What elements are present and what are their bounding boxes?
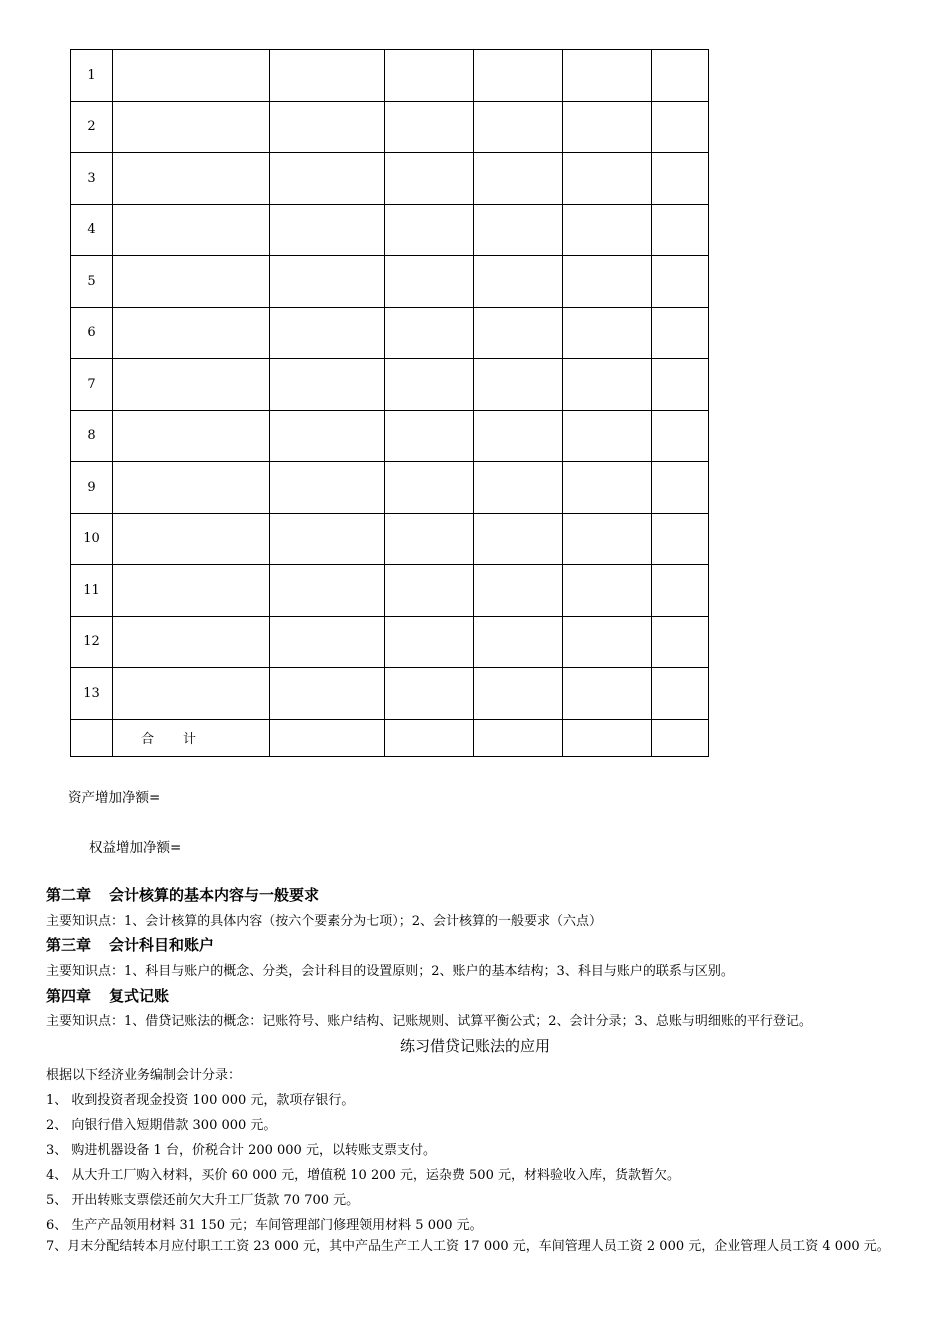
table-cell bbox=[385, 616, 474, 668]
chapter-number: 第三章 bbox=[46, 936, 92, 954]
table-row bbox=[71, 307, 709, 359]
table-cell bbox=[113, 616, 270, 668]
table-cell bbox=[71, 719, 113, 756]
table-cell bbox=[563, 50, 652, 102]
table-cell bbox=[474, 462, 563, 514]
table-cell bbox=[385, 565, 474, 617]
table-cell bbox=[652, 50, 709, 102]
table-cell bbox=[474, 307, 563, 359]
table-cell bbox=[563, 204, 652, 256]
chapter-title: 会计核算的基本内容与一般要求 bbox=[109, 886, 320, 904]
table-cell bbox=[270, 410, 385, 462]
table-cell bbox=[385, 256, 474, 308]
table-cell bbox=[385, 50, 474, 102]
net-asset-increase-label: 资产增加净额= bbox=[68, 790, 161, 806]
chapter-4-heading bbox=[46, 985, 169, 1006]
table-cell bbox=[385, 307, 474, 359]
row-number: 1 bbox=[71, 50, 113, 102]
table-cell bbox=[652, 462, 709, 514]
net-equity-increase-label: 权益增加净额= bbox=[89, 840, 182, 856]
table-cell bbox=[563, 565, 652, 617]
row-number: 3 bbox=[71, 153, 113, 205]
row-number: 8 bbox=[71, 410, 113, 462]
table-cell bbox=[270, 204, 385, 256]
exercise-item-3: 3、 购进机器设备 1 台，价税合计 200 000 元，以转账支票支付。 bbox=[46, 1143, 436, 1158]
table-cell bbox=[113, 462, 270, 514]
table-cell bbox=[652, 256, 709, 308]
table-cell bbox=[563, 359, 652, 411]
exercise-title: 练习借贷记账法的应用 bbox=[399, 1037, 550, 1055]
table-cell bbox=[113, 668, 270, 720]
table-cell bbox=[652, 719, 709, 756]
table-row bbox=[71, 204, 709, 256]
chapter-2-knowledge: 主要知识点：1、会计核算的具体内容（按六个要素分为七项）；2、会计核算的一般要求（六点） bbox=[46, 914, 603, 929]
table-cell bbox=[563, 410, 652, 462]
table-cell bbox=[385, 462, 474, 514]
table-row bbox=[71, 410, 709, 462]
table-cell bbox=[652, 410, 709, 462]
table-cell bbox=[652, 307, 709, 359]
table-row bbox=[71, 513, 709, 565]
table-row bbox=[71, 256, 709, 308]
table-row bbox=[71, 565, 709, 617]
ledger-table bbox=[70, 49, 709, 757]
table-cell bbox=[270, 668, 385, 720]
exercise-item-5: 5、 开出转账支票偿还前欠大升工厂货款 70 700 元。 bbox=[46, 1193, 360, 1208]
table-cell bbox=[652, 101, 709, 153]
table-cell bbox=[270, 256, 385, 308]
table-cell bbox=[652, 616, 709, 668]
row-number: 7 bbox=[71, 359, 113, 411]
table-cell bbox=[563, 513, 652, 565]
row-number: 4 bbox=[71, 204, 113, 256]
exercise-item-4: 4、 从大升工厂购入材料，买价 60 000 元，增值税 10 200 元，运杂费 500 元，材料验收入库，货款暂欠。 bbox=[46, 1168, 680, 1183]
row-number: 2 bbox=[71, 101, 113, 153]
chapter-title: 会计科目和账户 bbox=[109, 936, 215, 954]
total-label: 合 计 bbox=[113, 719, 270, 756]
table-row bbox=[71, 616, 709, 668]
table-cell bbox=[563, 256, 652, 308]
table-cell bbox=[563, 307, 652, 359]
table-cell bbox=[385, 513, 474, 565]
table-cell bbox=[270, 565, 385, 617]
chapter-2-heading bbox=[46, 884, 319, 905]
table-cell bbox=[270, 616, 385, 668]
table-cell bbox=[385, 668, 474, 720]
table-cell bbox=[563, 101, 652, 153]
table-cell bbox=[474, 719, 563, 756]
table-row bbox=[71, 462, 709, 514]
chapter-number: 第二章 bbox=[46, 886, 92, 904]
exercise-item-6: 6、 生产产品领用材料 31 150 元；车间管理部门修理领用材料 5 000 元。 bbox=[46, 1218, 483, 1233]
row-number: 11 bbox=[71, 565, 113, 617]
table-cell bbox=[113, 153, 270, 205]
table-cell bbox=[113, 410, 270, 462]
table-cell bbox=[270, 153, 385, 205]
table-cell bbox=[563, 668, 652, 720]
row-number: 9 bbox=[71, 462, 113, 514]
table-cell bbox=[652, 359, 709, 411]
table-cell bbox=[113, 307, 270, 359]
table-cell bbox=[652, 513, 709, 565]
row-number: 10 bbox=[71, 513, 113, 565]
chapter-3-knowledge: 主要知识点：1、科目与账户的概念、分类，会计科目的设置原则；2、账户的基本结构；3、科目与账户的联系与区别。 bbox=[46, 964, 734, 979]
table-cell bbox=[652, 204, 709, 256]
table-cell bbox=[113, 565, 270, 617]
table-cell bbox=[385, 719, 474, 756]
table-cell bbox=[474, 204, 563, 256]
table-cell bbox=[270, 101, 385, 153]
table-cell bbox=[113, 204, 270, 256]
table-cell bbox=[474, 513, 563, 565]
table-cell bbox=[563, 462, 652, 514]
table-row bbox=[71, 668, 709, 720]
table-cell bbox=[385, 359, 474, 411]
table-cell bbox=[113, 101, 270, 153]
chapter-4-knowledge: 主要知识点：1、借贷记账法的概念：记账符号、账户结构、记账规则、试算平衡公式；2、会计分录；3、总账与明细账的平行登记。 bbox=[46, 1014, 812, 1029]
table-cell bbox=[270, 462, 385, 514]
table-cell bbox=[385, 410, 474, 462]
table-cell bbox=[474, 153, 563, 205]
table-cell bbox=[270, 719, 385, 756]
table-cell bbox=[652, 565, 709, 617]
table-cell bbox=[113, 359, 270, 411]
table-cell bbox=[270, 359, 385, 411]
table-cell bbox=[474, 101, 563, 153]
exercise-item-1: 1、 收到投资者现金投资 100 000 元，款项存银行。 bbox=[46, 1093, 355, 1108]
chapter-number: 第四章 bbox=[46, 987, 92, 1005]
table-cell bbox=[474, 668, 563, 720]
table-cell bbox=[474, 50, 563, 102]
table-row bbox=[71, 50, 709, 102]
table-cell bbox=[113, 256, 270, 308]
row-number: 13 bbox=[71, 668, 113, 720]
chapter-3-heading bbox=[46, 934, 214, 955]
exercise-item-2: 2、 向银行借入短期借款 300 000 元。 bbox=[46, 1118, 277, 1133]
table-cell bbox=[385, 101, 474, 153]
table-cell bbox=[385, 153, 474, 205]
table-cell bbox=[563, 719, 652, 756]
table-cell bbox=[385, 204, 474, 256]
table-cell bbox=[474, 410, 563, 462]
row-number: 5 bbox=[71, 256, 113, 308]
table-cell bbox=[270, 50, 385, 102]
table-cell bbox=[270, 307, 385, 359]
row-number: 12 bbox=[71, 616, 113, 668]
table-cell bbox=[474, 565, 563, 617]
table-cell bbox=[563, 153, 652, 205]
table-cell bbox=[474, 616, 563, 668]
table-row bbox=[71, 359, 709, 411]
table-cell bbox=[474, 359, 563, 411]
exercise-intro: 根据以下经济业务编制会计分录： bbox=[46, 1068, 242, 1083]
table-row bbox=[71, 101, 709, 153]
table-row bbox=[71, 153, 709, 205]
table-cell bbox=[563, 616, 652, 668]
chapter-title: 复式记账 bbox=[109, 987, 170, 1005]
exercise-item-7: 7、月末分配结转本月应付职工工资 23 000 元，其中产品生产工人工资 17 000 元，车间管理人员工资 2 000 元，企业管理人员工资 4 000 元。 bbox=[46, 1239, 890, 1254]
row-number: 6 bbox=[71, 307, 113, 359]
table-cell bbox=[652, 153, 709, 205]
table-cell bbox=[113, 513, 270, 565]
table-cell bbox=[113, 50, 270, 102]
table-cell bbox=[652, 668, 709, 720]
total-row bbox=[71, 719, 709, 756]
table-cell bbox=[270, 513, 385, 565]
table-cell bbox=[474, 256, 563, 308]
